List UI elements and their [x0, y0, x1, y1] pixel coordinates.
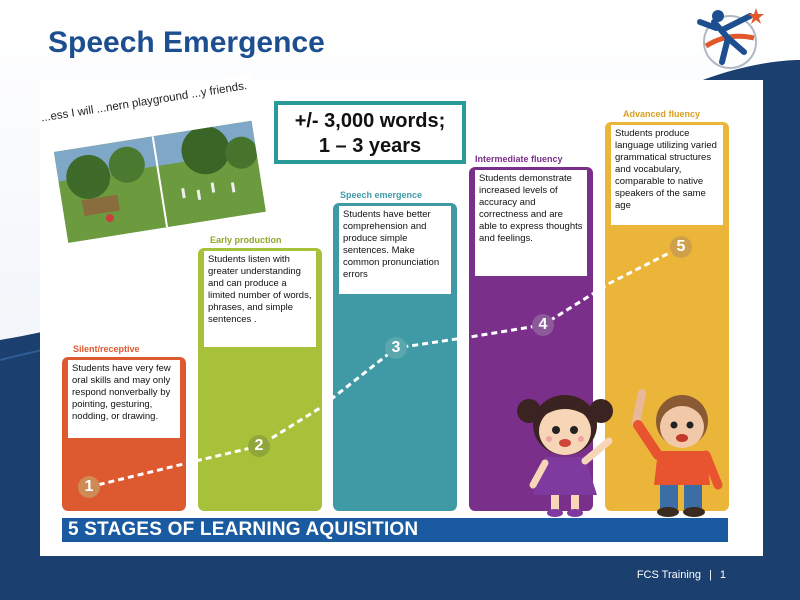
stages-banner — [62, 518, 728, 542]
footer-label: FCS Training — [636, 569, 702, 581]
stage-text-1: Students have very few oral skills and may only respond nonverbally by pointing, gesturing, nodding, or drawing. — [68, 360, 180, 438]
slide-footer — [637, 569, 726, 581]
stage-label-5: Advanced fluency — [623, 109, 701, 119]
stage-number-3: 3 — [385, 337, 407, 359]
footer-page-number: 1 — [719, 569, 726, 581]
stage-label-4: Intermediate fluency — [475, 154, 563, 164]
photo-caption: ...ess I will ...nern playground ...y friends. — [40, 80, 248, 125]
slide-title: Speech Emergence — [48, 26, 325, 59]
girl-illustration — [515, 385, 615, 520]
boy-illustration — [630, 385, 730, 520]
stage-number-4: 4 — [532, 314, 554, 336]
stage-text-3: Students have better comprehension and produce simple sentences. Make common pronunciation errors — [339, 206, 451, 294]
footer-separator: | — [709, 569, 712, 581]
stage-label-1: Silent/receptive — [73, 344, 140, 354]
stage-label-3: Speech emergence — [340, 190, 423, 200]
banner-text: 5 STAGES OF LEARNING AQUISITION — [68, 519, 419, 540]
stage-number-1: 1 — [78, 476, 100, 498]
highlight-line-1: +/- 3,000 words; — [294, 110, 446, 132]
highlight-line-2: 1 – 3 years — [318, 135, 422, 157]
stage-text-4: Students demonstrate increased levels of accuracy and correctness and are able to express thoughts and feelings. — [475, 170, 587, 276]
stage-label-2: Early production — [210, 235, 282, 245]
stage-number-5: 5 — [670, 236, 692, 258]
stage-number-2: 2 — [248, 435, 270, 457]
stage-text-2: Students listen with greater understanding and can produce a limited number of words, phrases, and simple sentences . — [204, 251, 316, 347]
stage-text-5: Students produce language utilizing varied grammatical structures and vocabulary, comparable to native speakers of the same age — [611, 125, 723, 225]
